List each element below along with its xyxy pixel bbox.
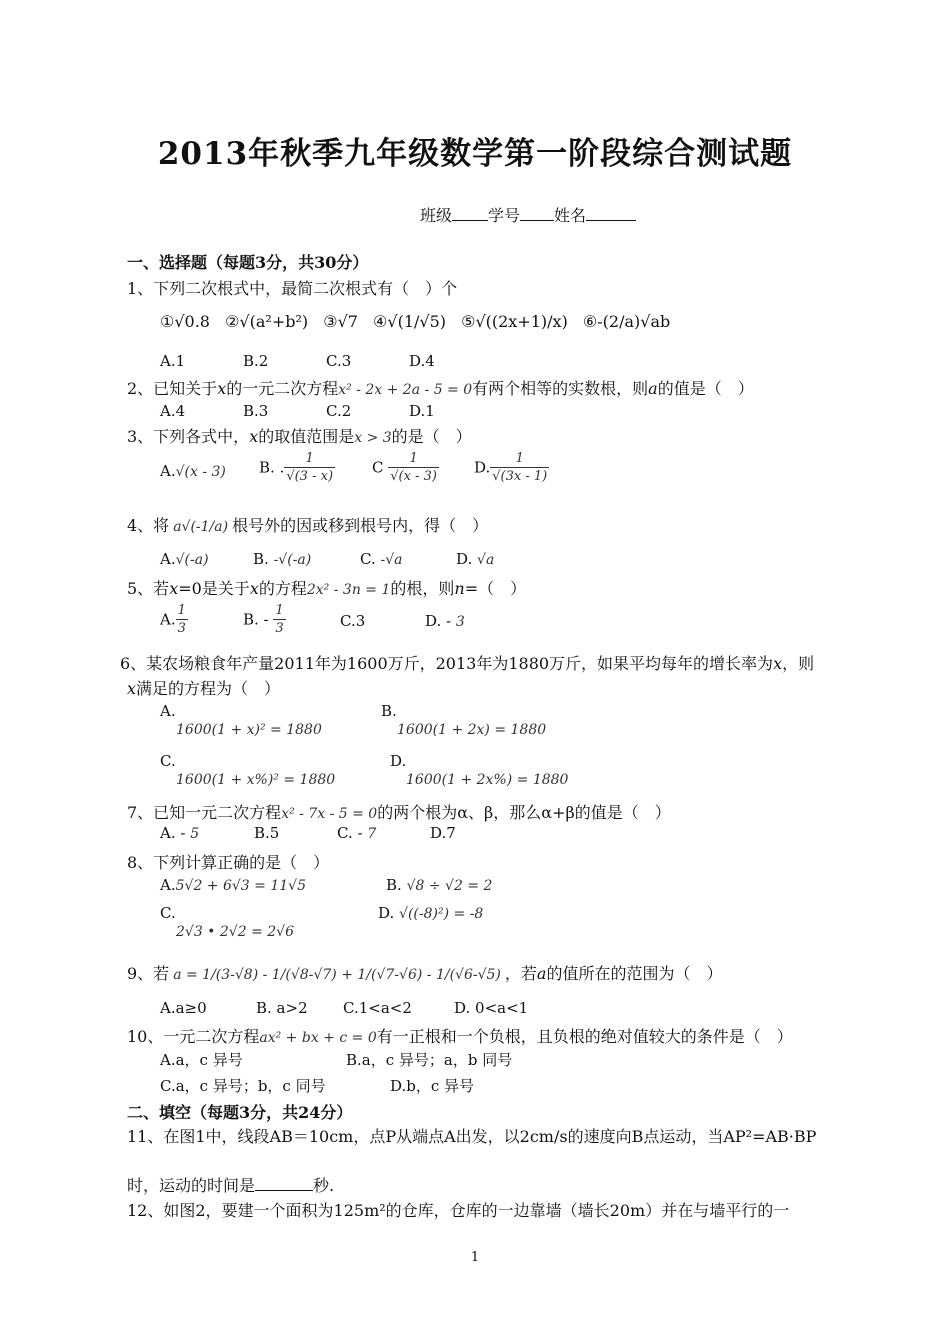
q7-option-a[interactable] xyxy=(160,824,199,842)
q4-option-a-expr: √(-a) xyxy=(175,552,209,568)
q8-option-a-label: A. xyxy=(160,876,176,894)
q3-text-1: 3、下列各式中， xyxy=(127,427,250,446)
q2-stem xyxy=(127,376,754,399)
q6-option-a[interactable] xyxy=(160,702,322,738)
q3-text-2: 的取值范围是 xyxy=(258,427,355,446)
q3-option-b-num: 1 xyxy=(284,450,335,468)
q3-option-d-num: 1 xyxy=(490,450,549,468)
student-info xyxy=(420,203,636,226)
q3-condition: x > 3 xyxy=(354,430,392,446)
name-blank[interactable] xyxy=(586,206,636,221)
q5-option-d-label: D. - xyxy=(425,612,452,630)
q1-item-6: ⑥-(2/a)√ab xyxy=(582,312,671,331)
q7-text-2: 的两个根为α、β，那么α+β的值是（ ） xyxy=(377,803,671,822)
q5-text-3: 的方程 xyxy=(258,579,307,598)
q5-option-b[interactable] xyxy=(243,602,286,637)
q6-option-a-expr: 1600(1 + x)² = 1880 xyxy=(176,722,322,738)
q6-option-c[interactable] xyxy=(160,752,335,788)
q5-text-2: =0是关于 xyxy=(178,579,250,598)
q1-option-a[interactable]: A.1 xyxy=(160,352,186,370)
q5-option-b-den: 3 xyxy=(275,621,284,636)
q9-text-3: 的值所在的范围为（ ） xyxy=(546,964,723,983)
q2-option-c[interactable]: C.2 xyxy=(326,402,352,420)
q6-var-x1: x xyxy=(773,654,783,673)
q1-item-1: ①√0.8 xyxy=(160,312,210,331)
q11-answer-blank[interactable] xyxy=(255,1176,313,1191)
q5-text-1: 5、若 xyxy=(127,579,170,598)
q5-var-x1: x xyxy=(169,579,179,598)
q2-text-4: 的值是（ ） xyxy=(657,379,754,398)
q5-option-a-num: 1 xyxy=(177,603,186,618)
q1-item-5: ⑤√((2x+1)/x) xyxy=(461,312,568,331)
q9-option-d[interactable]: D. 0<a<1 xyxy=(454,999,529,1017)
q8-option-d-expr: √((-8)²) = -8 xyxy=(399,906,484,922)
q6-option-a-label: A. xyxy=(160,702,176,720)
q5-option-c[interactable]: C.3 xyxy=(340,612,366,630)
q8-option-b-label: B. xyxy=(386,876,402,894)
q3-option-c-label: C xyxy=(372,458,384,477)
q3-stem xyxy=(127,424,472,447)
q9-option-b[interactable]: B. a>2 xyxy=(256,999,308,1017)
q7-text-1: 7、已知一元二次方程 xyxy=(127,803,282,822)
q5-option-a-den: 3 xyxy=(177,621,186,636)
q8-option-c-expr: 2√3 • 2√2 = 2√6 xyxy=(176,924,294,940)
q3-option-a[interactable] xyxy=(160,462,226,480)
q3-option-c[interactable] xyxy=(372,450,439,485)
q6-option-b[interactable] xyxy=(381,702,546,738)
q8-option-d[interactable] xyxy=(378,904,483,922)
page-title: 2013年秋季九年级数学第一阶段综合测试题 xyxy=(157,136,793,172)
q1-item-4: ④√(1/√5) xyxy=(373,312,446,331)
q10-option-b[interactable]: B.a，c 异号；a，b 同号 xyxy=(346,1051,513,1069)
q1-stem: 1、下列二次根式中，最简二次根式有（ ）个 xyxy=(127,279,458,298)
q3-option-c-den: √(x - 3) xyxy=(390,469,437,484)
q2-text-1: 2、已知关于 xyxy=(127,379,218,398)
q11-line1: 11、在图1中，线段AB＝10cm，点P从端点A出发，以2cm/s的速度向B点运动，当AP²=AB·BP xyxy=(127,1127,817,1146)
q2-var-x: x xyxy=(217,379,227,398)
q10-option-c[interactable]: C.a，c 异号；b，c 同号 xyxy=(160,1077,326,1095)
q6-option-b-expr: 1600(1 + 2x) = 1880 xyxy=(397,722,547,738)
q5-option-a-frac xyxy=(176,602,188,637)
number-label: 学号 xyxy=(488,206,521,225)
q7-option-c-label: C. - xyxy=(337,824,363,842)
q5-option-a-label: A. xyxy=(160,610,176,629)
q9-text-2: ，若 xyxy=(504,964,537,983)
q5-var-x2: x xyxy=(249,579,259,598)
q4-option-c-expr: -√a xyxy=(380,552,403,568)
q7-option-b[interactable]: B.5 xyxy=(254,824,280,842)
q11-text-1: 时，运动的时间是 xyxy=(127,1176,256,1195)
q8-option-b[interactable] xyxy=(386,876,492,894)
q5-stem xyxy=(127,576,526,599)
q3-option-b-frac xyxy=(284,450,335,485)
q1-option-c[interactable]: C.3 xyxy=(326,352,352,370)
name-label: 姓名 xyxy=(554,206,587,225)
q5-equation: 2x² - 3n = 1 xyxy=(306,582,391,598)
q6-option-d[interactable] xyxy=(390,752,568,788)
q1-item-3: ③√7 xyxy=(323,312,358,331)
q5-option-b-label: B. - xyxy=(243,610,269,629)
q9-expression: a = 1/(3-√8) - 1/(√8-√7) + 1/(√7-√6) - 1/(√6-√5) xyxy=(173,967,501,983)
q2-option-b[interactable]: B.3 xyxy=(243,402,269,420)
q11-line2 xyxy=(127,1173,334,1196)
q7-option-c[interactable] xyxy=(337,824,376,842)
q8-option-b-expr: √8 ÷ √2 = 2 xyxy=(406,878,493,894)
q5-option-d-expr: 3 xyxy=(455,614,465,630)
q6-stem-line1 xyxy=(120,651,814,674)
q5-var-n: n xyxy=(454,579,465,598)
q6-text-1: 6、某农场粮食年产量2011年为1600万斤，2013年为1880万斤，如果平均每年的增长率为 xyxy=(120,654,774,673)
q2-option-a[interactable]: A.4 xyxy=(160,402,186,420)
q1-items xyxy=(160,312,670,331)
q8-stem: 8、下列计算正确的是（ ） xyxy=(127,853,330,872)
q9-option-a[interactable]: A.a≥0 xyxy=(160,999,207,1017)
q4-option-d-label: D. xyxy=(456,550,473,568)
q1-option-d[interactable]: D.4 xyxy=(409,352,435,370)
q5-option-d[interactable] xyxy=(425,612,465,630)
q5-option-b-frac xyxy=(273,602,285,637)
q6-text-3: 满足的方程为（ ） xyxy=(136,679,281,698)
q9-text-1: 9、若 xyxy=(127,964,170,983)
q3-option-d[interactable] xyxy=(474,450,549,485)
q11-text-2: 秒. xyxy=(313,1176,335,1195)
q2-text-3: 有两个相等的实数根，则 xyxy=(472,379,649,398)
q6-var-x2: x xyxy=(127,679,137,698)
page-number: 1 xyxy=(470,1250,480,1265)
q7-equation: x² - 7x - 5 = 0 xyxy=(281,806,378,822)
q1-item-2: ②√(a²+b²) xyxy=(225,312,309,331)
q5-text-4: 的根，则 xyxy=(390,579,455,598)
q3-option-d-label: D. xyxy=(474,458,491,477)
q3-option-b[interactable] xyxy=(259,450,335,485)
section-2-heading: 二、填空（每题3分，共24分） xyxy=(127,1103,353,1122)
class-blank[interactable] xyxy=(452,206,488,221)
q3-option-b-label: B. . xyxy=(259,458,285,477)
q7-option-a-label: A. - xyxy=(160,824,186,842)
q4-option-b[interactable] xyxy=(253,550,311,568)
q6-text-2: ，则 xyxy=(782,654,815,673)
q4-option-d-expr: √a xyxy=(477,552,495,568)
q9-var-a: a xyxy=(536,964,547,983)
q5-option-b-num: 1 xyxy=(275,603,284,618)
q7-option-a-expr: 5 xyxy=(190,826,200,842)
q9-option-c[interactable]: C.1<a<2 xyxy=(343,999,412,1017)
q3-option-c-num: 1 xyxy=(388,450,439,468)
q2-var-a: a xyxy=(648,379,658,398)
q8-option-c-label: C. xyxy=(160,904,176,922)
q3-var-x: x xyxy=(249,427,259,446)
number-blank[interactable] xyxy=(520,206,554,221)
q6-stem-line2 xyxy=(127,676,280,699)
q4-stem xyxy=(127,513,488,536)
q6-option-c-label: C. xyxy=(160,752,176,770)
q4-expression: a√(-1/a) xyxy=(173,519,229,535)
q5-text-5: =（ ） xyxy=(464,579,527,598)
q10-stem xyxy=(127,1024,793,1047)
q5-option-a[interactable] xyxy=(160,602,188,637)
q6-option-d-expr: 1600(1 + 2x%) = 1880 xyxy=(406,772,569,788)
q3-option-b-den: √(3 - x) xyxy=(286,469,334,484)
section-1-heading: 一、选择题（每题3分，共30分） xyxy=(127,253,369,272)
q4-option-b-expr: -√(-a) xyxy=(273,552,312,568)
q4-option-c-label: C. xyxy=(360,550,376,568)
q10-text-1: 10、一元二次方程 xyxy=(127,1027,260,1046)
q3-text-3: 的是（ ） xyxy=(391,427,472,446)
q4-option-b-label: B. xyxy=(253,550,269,568)
q8-option-c[interactable] xyxy=(160,904,294,940)
q8-option-a[interactable] xyxy=(160,876,306,894)
q6-option-b-label: B. xyxy=(381,702,397,720)
q7-stem xyxy=(127,800,671,823)
q4-option-d[interactable] xyxy=(456,550,494,568)
q7-option-c-expr: 7 xyxy=(367,826,377,842)
q6-option-d-label: D. xyxy=(390,752,407,770)
q8-option-a-expr: 5√2 + 6√3 = 11√5 xyxy=(175,878,306,894)
q7-option-d[interactable]: D.7 xyxy=(430,824,456,842)
q2-option-d[interactable]: D.1 xyxy=(409,402,435,420)
q2-equation: x² - 2x + 2a - 5 = 0 xyxy=(338,382,473,398)
q4-option-a-label: A. xyxy=(160,550,176,568)
q10-option-d[interactable]: D.b，c 异号 xyxy=(390,1077,475,1095)
q8-option-d-label: D. xyxy=(378,904,395,922)
q3-option-a-label: A. xyxy=(160,462,176,480)
q12-line1: 12、如图2，要建一个面积为125m²的仓库，仓库的一边靠墙（墙长20m）并在与墙平行的一 xyxy=(127,1201,790,1220)
q10-equation: ax² + bx + c = 0 xyxy=(259,1030,377,1046)
q1-option-b[interactable]: B.2 xyxy=(243,352,269,370)
q3-option-d-den: √(3x - 1) xyxy=(492,469,548,484)
q10-option-a[interactable]: A.a，c 异号 xyxy=(160,1051,243,1069)
q4-option-c[interactable] xyxy=(360,550,403,568)
class-label: 班级 xyxy=(420,206,453,225)
q4-text-2: 根号外的因或移到根号内，得（ ） xyxy=(232,516,489,535)
q4-text-1: 4、将 xyxy=(127,516,170,535)
q9-stem xyxy=(127,961,722,984)
q2-text-2: 的一元二次方程 xyxy=(226,379,339,398)
q4-option-a[interactable] xyxy=(160,550,209,568)
q6-option-c-expr: 1600(1 + x%)² = 1880 xyxy=(176,772,336,788)
q3-option-d-frac xyxy=(490,450,549,485)
q3-option-c-frac xyxy=(388,450,439,485)
q3-option-a-expr: √(x - 3) xyxy=(175,464,226,480)
q10-text-2: 有一正根和一个负根，且负根的绝对值较大的条件是（ ） xyxy=(376,1027,793,1046)
